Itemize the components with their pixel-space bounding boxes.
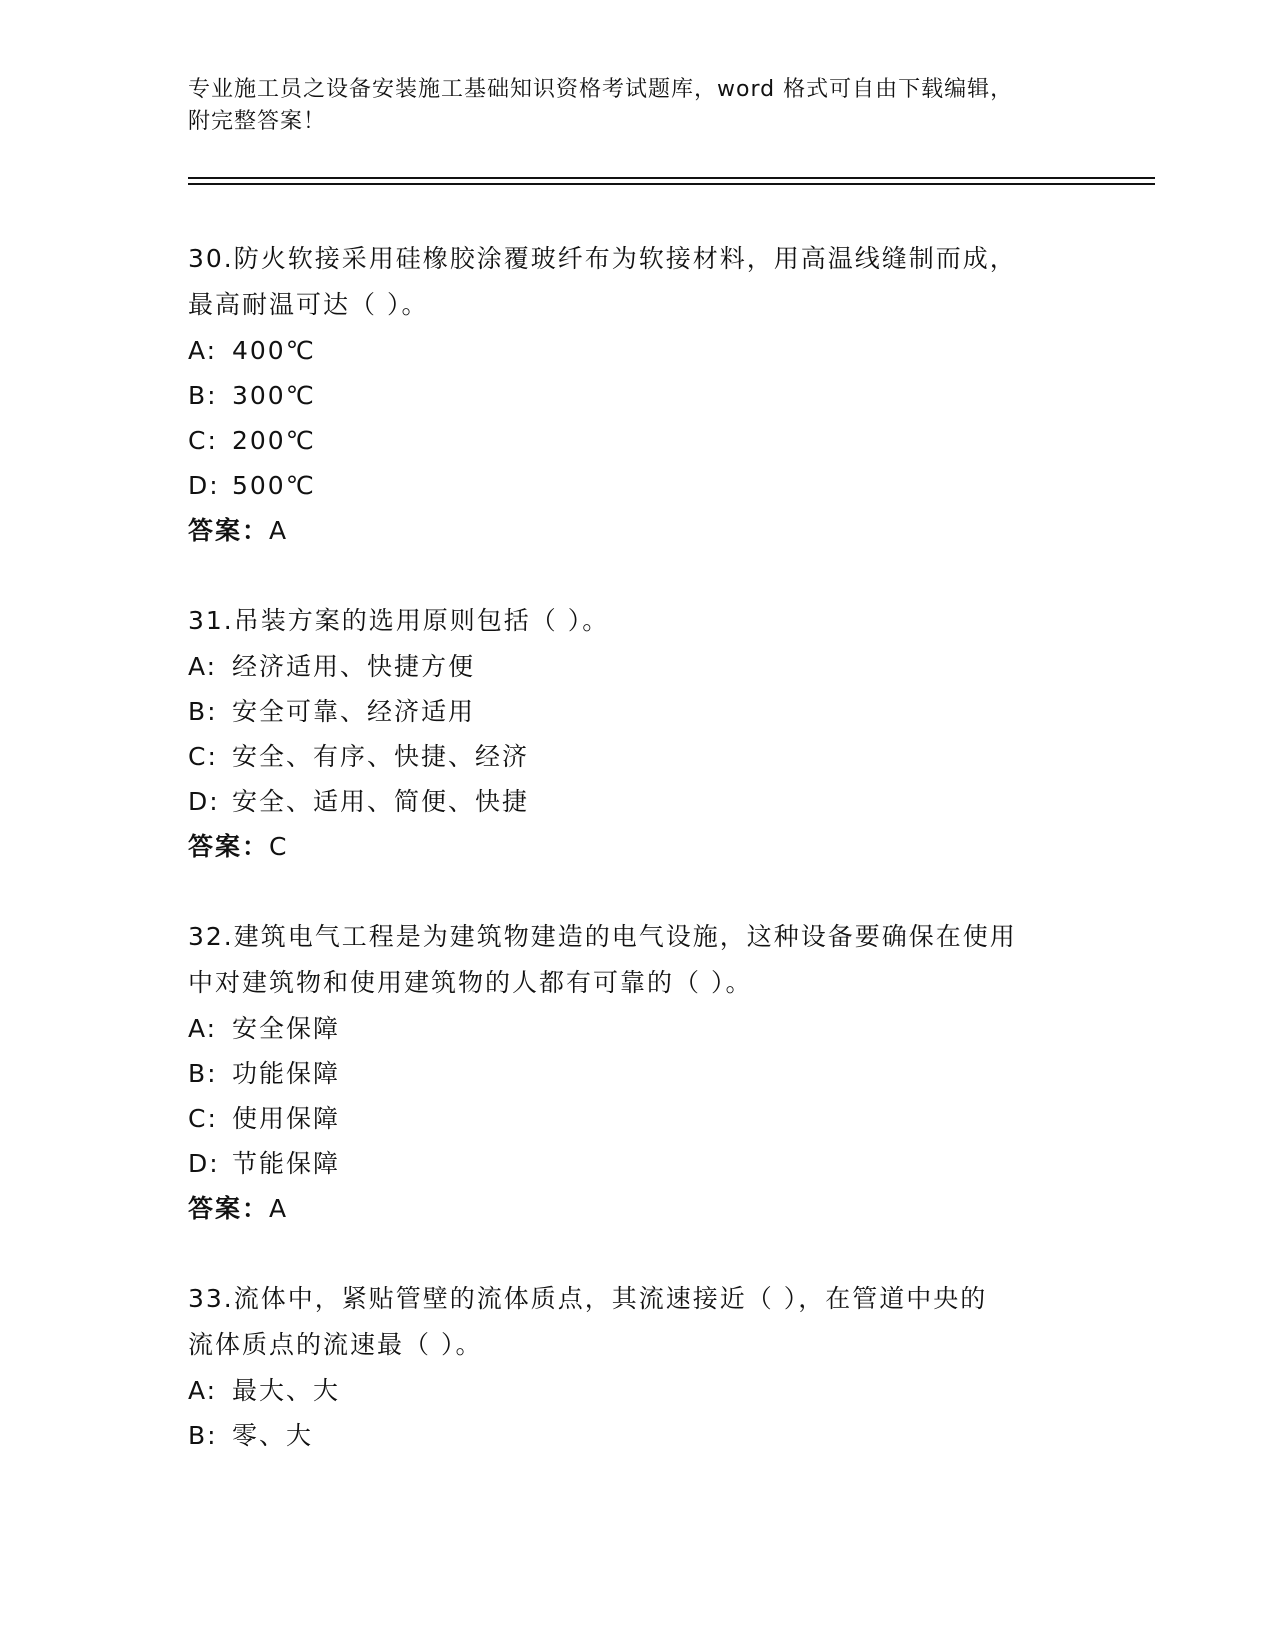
option-letter: C: [188,1104,218,1133]
option-text: 功能保障 [232,1059,341,1088]
question-text-line: 中对建筑物和使用建筑物的人都有可靠的（ ）。 [188,968,753,997]
option-letter: A: [188,1376,218,1405]
document-header [188,74,1088,138]
header-divider-bottom [188,183,1155,185]
answer-line [188,824,1088,870]
option-text: 节能保障 [232,1149,341,1178]
option-b [188,373,1088,418]
option-a [188,328,1088,373]
question-text-line: 最高耐温可达（ ）。 [188,290,429,319]
question-31 [188,598,1088,870]
option-letter: C: [188,426,218,455]
option-text: 安全、有序、快捷、经济 [232,742,530,771]
option-letter: B: [188,1059,218,1088]
option-text: 500℃ [232,471,316,500]
question-text-line: 32.建筑电气工程是为建筑物建造的电气设施，这种设备要确保在使用 [188,922,1017,951]
option-d [188,779,1088,824]
option-text: 零、大 [232,1421,314,1450]
option-text: 经济适用、快捷方便 [232,652,476,681]
option-d [188,1141,1088,1186]
option-b [188,689,1088,734]
answer-label: 答案： [188,1194,270,1223]
option-c [188,418,1088,463]
answer-value: C [269,832,289,861]
answer-line [188,1186,1088,1232]
answer-label: 答案： [188,832,270,861]
question-33 [188,1276,1088,1458]
option-text: 最大、大 [232,1376,341,1405]
answer-value: A [269,1194,289,1223]
option-letter: B: [188,697,218,726]
option-text: 使用保障 [232,1104,341,1133]
option-text: 300℃ [232,381,316,410]
option-text: 200℃ [232,426,316,455]
question-text-line: 31.吊装方案的选用原则包括（ ）。 [188,606,610,635]
option-text: 400℃ [232,336,316,365]
question-text-line: 流体质点的流速最（ ）。 [188,1330,483,1359]
option-d [188,463,1088,508]
header-divider-top [188,177,1155,179]
option-text: 安全可靠、经济适用 [232,697,476,726]
option-letter: A: [188,652,218,681]
option-letter: A: [188,1014,218,1043]
option-c [188,1096,1088,1141]
option-letter: A: [188,336,218,365]
option-text: 安全保障 [232,1014,341,1043]
header-line-1: 专业施工员之设备安装施工基础知识资格考试题库，word 格式可自由下载编辑， [188,77,1014,102]
header-line-2: 附完整答案！ [188,109,327,134]
option-a [188,1368,1088,1413]
option-text: 安全、适用、简便、快捷 [232,787,530,816]
option-a [188,644,1088,689]
answer-label: 答案： [188,516,270,545]
question-text-line: 33.流体中，紧贴管壁的流体质点，其流速接近（ ），在管道中央的 [188,1284,988,1313]
answer-line [188,508,1088,554]
option-letter: C: [188,742,218,771]
question-32 [188,914,1088,1232]
answer-value: A [269,516,289,545]
option-c [188,734,1088,779]
question-list [188,236,1088,1502]
option-a [188,1006,1088,1051]
option-letter: D: [188,471,220,500]
option-b [188,1051,1088,1096]
question-30 [188,236,1088,554]
option-b [188,1413,1088,1458]
option-letter: B: [188,1421,218,1450]
question-text-line: 30.防火软接采用硅橡胶涂覆玻纤布为软接材料，用高温线缝制而成， [188,244,1017,273]
option-letter: D: [188,1149,220,1178]
option-letter: D: [188,787,220,816]
option-letter: B: [188,381,218,410]
